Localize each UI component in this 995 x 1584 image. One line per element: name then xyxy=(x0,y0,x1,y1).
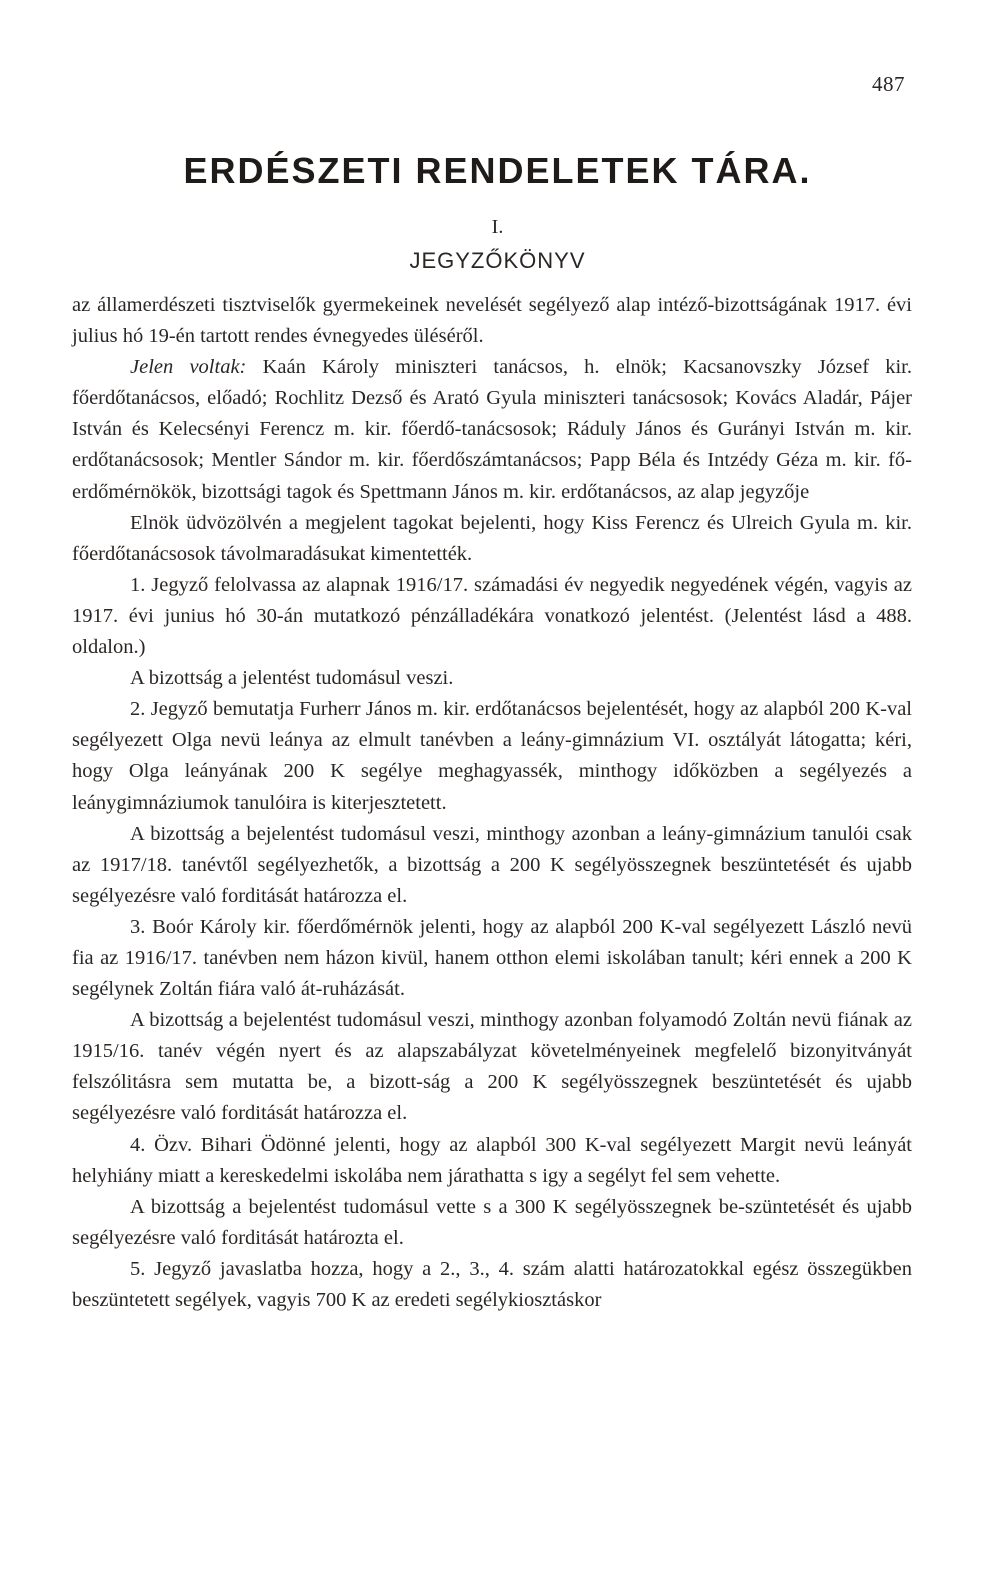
paragraph: 1. Jegyző felolvassa az alapnak 1916/17. számadási év negyedik negyedének végén, vagyis az 1917. évi junius hó 30-án mutatkozó pénzálladékára vonatkozó jelentést. (Jelentést lásd a 488. oldalon.) xyxy=(72,573,912,659)
paragraph: A bizottság a bejelentést tudomásul veszi, minthogy azonban folyamodó Zoltán nevü fiának az 1915/16. tanév végén nyert és az alapszabályzat követelményeinek megfelelő bizonyitványát felszólitásra sem mutatta be, a bizott-ság a 200 K segélyösszegnek beszüntetését és ujabb segélyezésre való forditását határozza el. xyxy=(72,1009,912,1125)
paragraph: 3. Boór Károly kir. főerdőmérnök jelenti, hogy az alapból 200 K-val segélyezett László nevü fia az 1916/17. tanévben nem házon kivül, hanem otthon elemi iskolában tanult; kéri ennek a 200 K segélynek Zoltán fiára való át-ruházását. xyxy=(72,915,912,1001)
paragraph: Elnök üdvözölvén a megjelent tagokat bejelenti, hogy Kiss Ferencz és Ulreich Gyula m. kir. főerdőtanácsosok távolmaradásukat kimentették. xyxy=(72,511,912,565)
attendees-paragraph xyxy=(72,352,912,507)
intro-paragraph: az államerdészeti tisztviselők gyermekeinek nevelését segélyező alap intéző-bizottságának 1917. évi julius hó 19-én tartott rendes évnegyedes üléséről. xyxy=(72,294,912,348)
paragraph: A bizottság a jelentést tudomásul veszi. xyxy=(130,667,454,690)
section-number: I. xyxy=(491,216,504,238)
present-label: Jelen voltak: xyxy=(130,356,247,379)
paragraph: 4. Özv. Bihari Ödönné jelenti, hogy az alapból 300 K-val segélyezett Margit nevü leányát helyhiány miatt a kereskedelmi iskolába nem járathatta s igy a segélyt fel sem vehette. xyxy=(72,1133,912,1187)
page-number: 487 xyxy=(872,72,905,96)
paragraph: A bizottság a bejelentést tudomásul vette s a 300 K segélyösszegnek be-szüntetését és ujabb segélyezésre való forditását határozta el. xyxy=(72,1195,912,1249)
paragraph: A bizottság a bejelentést tudomásul veszi, minthogy azonban a leány-gimnázium tanulói csak az 1917/18. tanévtől segélyezhetők, a bizottság a 200 K segélyösszegnek beszüntetését és ujabb segélyezésre való forditását határozza el. xyxy=(72,822,912,907)
paragraph: 5. Jegyző javaslatba hozza, hogy a 2., 3., 4. szám alatti határozatokkal egész összegükben beszüntetett segélyek, vagyis 700 K az eredeti segélykiosztáskor xyxy=(72,1257,912,1311)
main-title: ERDÉSZETI RENDELETEK TÁRA. xyxy=(183,150,812,191)
paragraph: 2. Jegyző bemutatja Furherr János m. kir. erdőtanácsos bejelentését, hogy az alapból 200 K-val segélyezett Olga nevü leánya az elmult tanévben a leány-gimnázium VI. osztályát látogatta; kéri, hogy Olga leányának 200 K segélye meghagyassék, minthogy időközben a segélyezés a leánygimnáziumok tanulóira is kiterjesztetett. xyxy=(72,698,912,814)
body-text xyxy=(72,290,912,1316)
document-title: JEGYZŐKÖNYV xyxy=(409,248,586,273)
attendees-text: Kaán Károly miniszteri tanácsos, h. elnök; Kacsanovszky József kir. főerdőtanácsos, előadó; Rochlitz Dezső és Arató Gyula miniszteri tanácsosok; Kovács Aladár, Pájer István és Kelecsényi Ferencz m. kir. főerdő-tanácsosok; Ráduly János és Gurányi István m. kir. erdőtanácsosok; Mentler Sándor m. kir. főerdőszámtanácsos; Papp Béla és Intzédy Géza m. kir. fő-erdőmérnökök, bizottsági tagok és Spettmann János m. kir. erdőtanácsos, az alap jegyzője xyxy=(72,356,913,503)
